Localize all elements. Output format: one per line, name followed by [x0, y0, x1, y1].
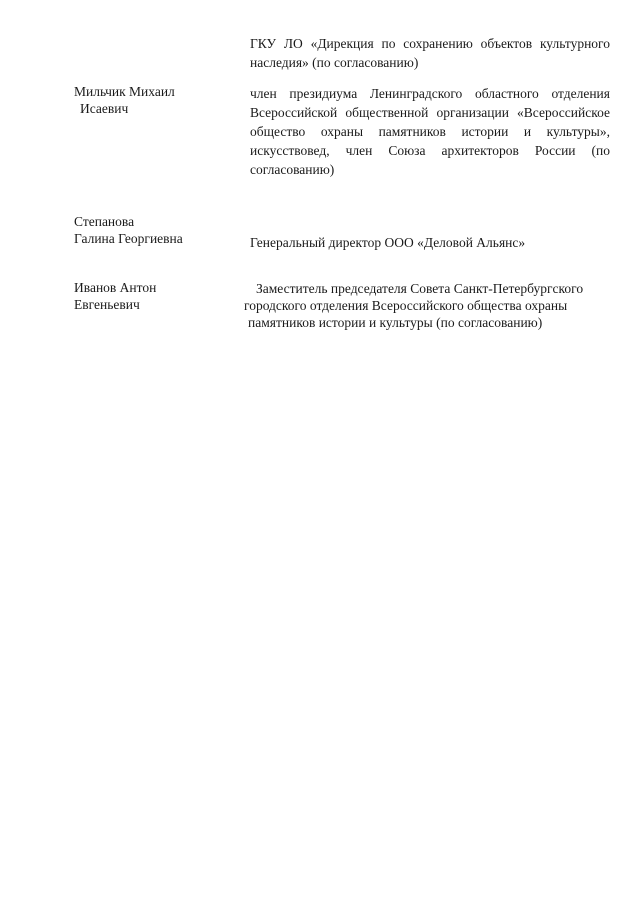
- position-line: Генеральный директор ООО «Деловой Альянс»: [250, 235, 526, 250]
- name-line: Мильчик Михаил: [74, 84, 175, 99]
- position-line: наследия» (по согласованию): [250, 55, 419, 70]
- name-line: Степанова: [74, 214, 135, 229]
- name-line: Галина Георгиевна: [74, 230, 183, 246]
- member-position: [250, 84, 610, 179]
- member-name: [74, 214, 244, 247]
- position-line: согласованию): [250, 162, 335, 177]
- name-line: Исаевич: [80, 100, 129, 116]
- member-name: [74, 84, 244, 117]
- position-line: городского отделения Всероссийского общества охраны: [244, 298, 568, 313]
- member-position: [250, 233, 610, 252]
- position-line: общество охраны памятников истории и культуры»,: [250, 124, 610, 139]
- member-position: [244, 280, 604, 331]
- position-line: памятников истории и культуры (по согласованию): [248, 315, 543, 330]
- member-name: [74, 280, 244, 313]
- member-position: [250, 34, 610, 72]
- position-line: Заместитель председателя Совета Санкт-Петербургского: [256, 281, 584, 296]
- position-line: ГКУ ЛО «Дирекция по сохранению объектов культурного: [250, 36, 610, 51]
- name-line: Евгеньевич: [74, 296, 140, 312]
- position-line: искусствовед, член Союза архитекторов России (по: [250, 143, 610, 158]
- name-line: Иванов Антон: [74, 280, 157, 295]
- position-line: Всероссийской общественной организации «Всероссийское: [250, 105, 610, 120]
- position-line: член президиума Ленинградского областного отделения: [250, 86, 610, 101]
